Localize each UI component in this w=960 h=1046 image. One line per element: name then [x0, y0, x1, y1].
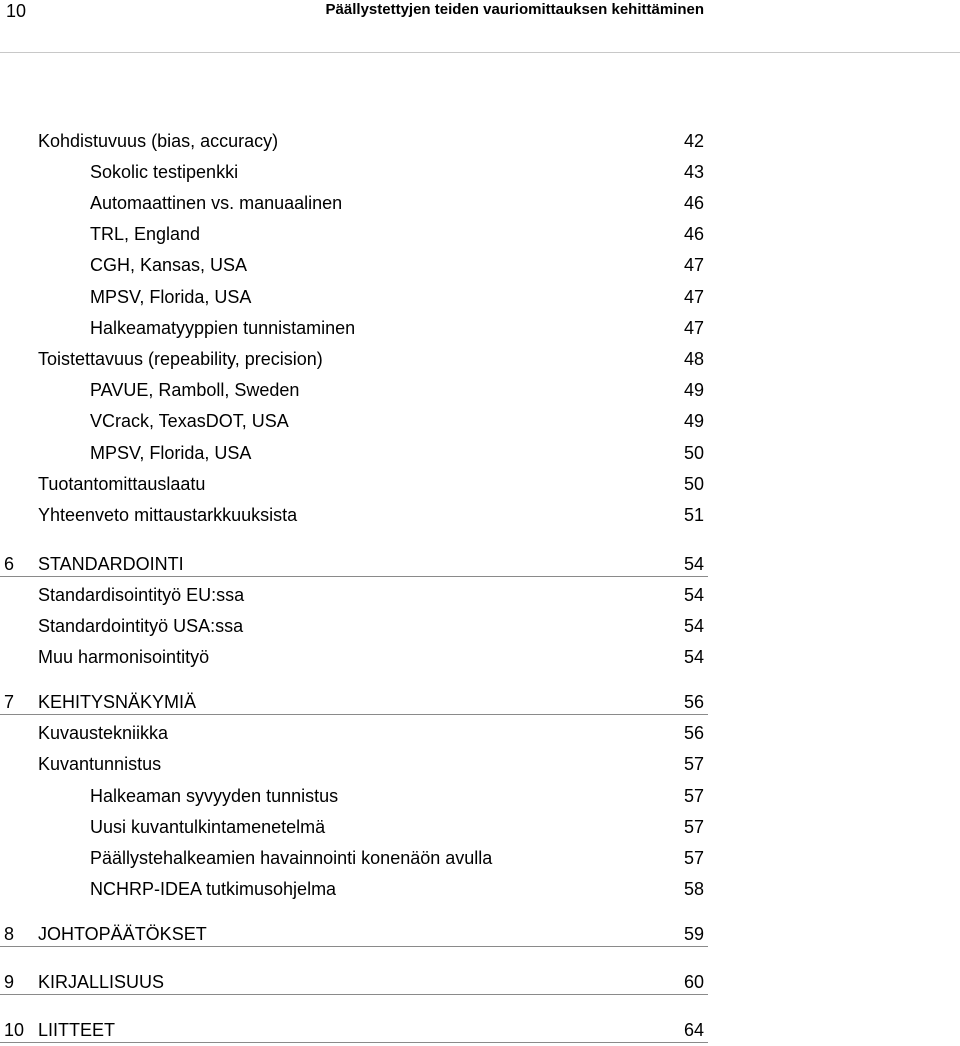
toc-row [0, 441, 708, 465]
toc-entry-title: Uusi kuvantulkintamenetelmä [90, 817, 326, 837]
toc-page-number: 64 [683, 1020, 704, 1040]
toc-entry-title: Muu harmonisointityö [38, 647, 210, 667]
toc-page-number: 54 [683, 554, 704, 574]
toc-page-number: 49 [683, 380, 704, 400]
toc-entry-title: KEHITYSNÄKYMIÄ [38, 692, 197, 712]
toc-entry-title: Halkeaman syvyyden tunnistus [90, 786, 339, 806]
toc-row [0, 614, 708, 638]
toc-page-number: 43 [683, 162, 704, 182]
toc-entry-title: Automaattinen vs. manuaalinen [90, 193, 343, 213]
toc-row [0, 846, 708, 870]
toc-row [0, 721, 708, 745]
toc-page-number: 46 [683, 224, 704, 244]
toc-page-number: 57 [683, 848, 704, 868]
toc-entry-title: Tuotantomittauslaatu [38, 474, 206, 494]
toc-row [0, 583, 708, 607]
page-header [0, 0, 960, 53]
toc-page-number: 42 [683, 131, 704, 151]
toc-entry-title: VCrack, TexasDOT, USA [90, 411, 289, 431]
toc-row [0, 472, 708, 496]
toc-page-number: 47 [683, 255, 704, 275]
toc-entry-title: KIRJALLISUUS [38, 972, 165, 992]
toc-row [0, 877, 708, 901]
toc-page-number: 54 [683, 616, 704, 636]
toc-page-number: 50 [683, 443, 704, 463]
toc-entry-title: PAVUE, Ramboll, Sweden [90, 380, 300, 400]
toc-page-number: 60 [683, 972, 704, 992]
toc-entry-title: LIITTEET [38, 1020, 116, 1040]
toc-row [0, 316, 708, 340]
toc-page-number: 57 [683, 817, 704, 837]
toc-row [0, 253, 708, 277]
toc-entry-title: Sokolic testipenkki [90, 162, 239, 182]
toc-row [0, 222, 708, 246]
toc-page-number: 47 [683, 318, 704, 338]
toc-row [0, 285, 708, 309]
toc-entry-title: Toistettavuus (repeability, precision) [38, 349, 323, 369]
toc-chapter-number: 9 [4, 972, 15, 992]
toc-chapter-row [0, 922, 708, 947]
toc-page-number: 46 [683, 193, 704, 213]
toc-page-number: 54 [683, 647, 704, 667]
toc-entry-title: Halkeamatyyppien tunnistaminen [90, 318, 356, 338]
toc-page-number: 56 [683, 723, 704, 743]
toc-row [0, 347, 708, 371]
toc-row [0, 784, 708, 808]
toc-chapter-row [0, 1018, 708, 1043]
toc-row [0, 752, 708, 776]
toc-entry-title: Päällystehalkeamien havainnointi konenäön avulla [90, 848, 493, 868]
toc-row [0, 645, 708, 669]
toc-chapter-number: 10 [4, 1020, 25, 1040]
toc-page-number: 59 [683, 924, 704, 944]
toc-chapter-row [0, 970, 708, 995]
toc-entry-title: MPSV, Florida, USA [90, 443, 252, 463]
toc-entry-title: STANDARDOINTI [38, 554, 184, 574]
toc-row [0, 815, 708, 839]
toc-chapter-row [0, 690, 708, 715]
toc-entry-title: Standardointityö USA:ssa [38, 616, 244, 636]
toc-row [0, 503, 708, 527]
running-title: Päällystettyjen teiden vauriomittauksen kehittäminen [325, 1, 704, 18]
toc-page-number: 50 [683, 474, 704, 494]
toc-entry-title: Kuvantunnistus [38, 754, 162, 774]
toc-entry-title: CGH, Kansas, USA [90, 255, 248, 275]
toc-entry-title: Kuvaustekniikka [38, 723, 169, 743]
toc-row [0, 160, 708, 184]
toc-entry-title: Kohdistuvuus (bias, accuracy) [38, 131, 279, 151]
toc-page-number: 57 [683, 754, 704, 774]
toc-chapter-row [0, 552, 708, 577]
toc-page-number: 51 [683, 505, 704, 525]
toc-entry-title: TRL, England [90, 224, 201, 244]
toc-row [0, 129, 708, 153]
toc-entry-title: MPSV, Florida, USA [90, 287, 252, 307]
toc-chapter-number: 8 [4, 924, 15, 944]
toc-entry-title: Yhteenveto mittaustarkkuuksista [38, 505, 298, 525]
page-number: 10 [6, 1, 27, 21]
toc-entry-title: JOHTOPÄÄTÖKSET [38, 924, 207, 944]
toc-row [0, 409, 708, 433]
toc-chapter-number: 6 [4, 554, 15, 574]
toc-page-number: 56 [683, 692, 704, 712]
toc-entry-title: NCHRP-IDEA tutkimusohjelma [90, 879, 337, 899]
toc-entry-title: Standardisointityö EU:ssa [38, 585, 245, 605]
toc-chapter-number: 7 [4, 692, 15, 712]
toc-page-number: 54 [683, 585, 704, 605]
toc-row [0, 378, 708, 402]
toc-page-number: 58 [683, 879, 704, 899]
toc-page-number: 47 [683, 287, 704, 307]
toc-page-number: 49 [683, 411, 704, 431]
toc-row [0, 191, 708, 215]
toc-page-number: 57 [683, 786, 704, 806]
toc-page-number: 48 [683, 349, 704, 369]
